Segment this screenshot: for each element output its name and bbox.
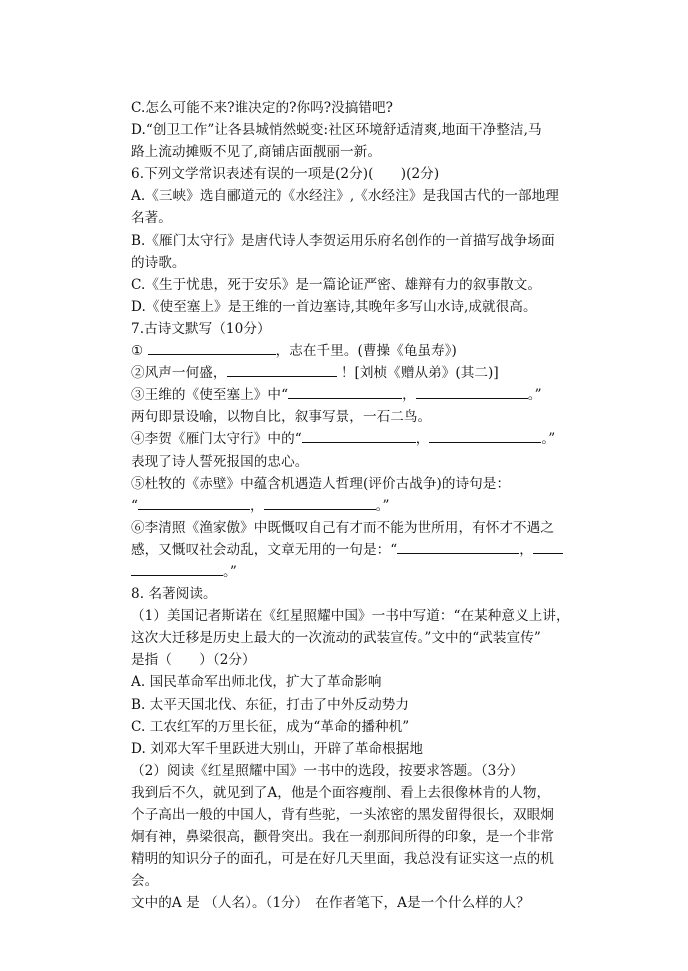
answer-blank[interactable]: [131, 563, 223, 576]
q7-item-2: ②风声一何盛， ！[刘桢《赠从弟》(其二)]: [131, 365, 499, 382]
q7-item-6-continued: 感，又慨叹社会动乱，文章无用的一句是：“ ，: [131, 539, 600, 561]
q7-item-3: ③王维的《使至塞上》中“ ， 。”: [131, 387, 542, 404]
answer-blank[interactable]: [397, 541, 519, 554]
q8-part-2: （2）阅读《红星照耀中国》一书中的选段，按要求答题。（3分）: [131, 762, 524, 779]
option-d-continued: 路上流动摊贩不见了,商铺店面靓丽一新。: [131, 144, 381, 161]
q6-option-a-continued: 名著。: [131, 210, 172, 227]
answer-blank[interactable]: [227, 364, 337, 377]
q7-item-6: ⑥李清照《渔家傲》中既慨叹自己有才而不能为世所用，有怀才不遇之: [131, 519, 554, 536]
passage-line-5: 会。: [131, 873, 159, 890]
passage-line-3: 炯有神，鼻梁很高，颧骨突出。我在一刹那间所得的印象，是一个非常: [131, 829, 554, 846]
q7-item-5-blanks: “ ， 。”: [131, 497, 390, 514]
q7-item-5: ⑤杜牧的《赤壁》中蕴含机遇造人哲理(评价古战争)的诗句是：: [131, 475, 511, 492]
q8-option-c: C. 工农红军的万里长征，成为“革命的播种机”: [131, 718, 410, 735]
option-c-line: C.怎么可能不来?谁决定的?你吗?没搞错吧?: [131, 100, 393, 116]
q7-item-1: ① ，志在千里。(曹操《龟虽寿》): [131, 343, 457, 360]
q8-part-1-continued: 这次大迁移是历史上最大的一次流动的武装宣传。”文中的“武装宣传”: [131, 630, 541, 647]
q8-part-1: （1）美国记者斯诺在《红星照耀中国》一书中写道：“在某种意义上讲，: [131, 608, 570, 625]
question-7-title: 7.古诗文默写（10分）: [131, 320, 271, 337]
q6-option-b: B.《雁门太守行》是唐代诗人李贺运用乐府名创作的一首描写战争场面: [131, 232, 555, 249]
passage-line-2: 个子高出一般的中国人，背有些驼，一头浓密的黑发留得很长，双眼炯: [131, 807, 554, 823]
q8-part-1-prompt: 是指（ ）（2分）: [131, 652, 256, 669]
answer-blank[interactable]: [302, 430, 416, 443]
option-d-line: D.“创卫工作”让各县城悄然蜕变:社区环境舒适清爽,地面干净整洁,马: [131, 122, 542, 139]
q7-item-4-note: 表现了诗人誓死报国的忠心。: [131, 453, 309, 470]
q8-option-a: A. 国民革命军出师北伐，扩大了革命影响: [131, 674, 382, 691]
q8-part-2-question: 文中的A 是 （人名）。（1分） 在作者笔下，A是一个什么样的人？: [131, 895, 530, 912]
q7-item-6-end: 。”: [131, 561, 600, 583]
passage-line-1: 我到后不久，就见到了A，他是个面容瘦削、看上去很像林肯的人物，: [131, 784, 551, 801]
q8-option-b: B. 太平天国北伐、东征，打击了中外反动势力: [131, 696, 410, 713]
question-8-title: 8. 名著阅读。: [131, 586, 217, 603]
q8-option-d: D. 刘邓大军千里跃进大别山，开辟了革命根据地: [131, 740, 424, 757]
answer-blank[interactable]: [148, 342, 276, 355]
q6-option-d: D.《使至塞上》是王维的一首边塞诗,其晚年多写山水诗,成就很高。: [131, 298, 537, 315]
answer-blank[interactable]: [429, 430, 541, 443]
q6-option-b-continued: 的诗歌。: [131, 254, 186, 271]
q6-option-a: A.《三峡》选自郦道元的《水经注》,《水经注》是我国古代的一部地理: [131, 188, 559, 205]
passage-line-4: 精明的知识分子的面孔，可是在好几天里面，我总没有证实这一点的机: [131, 851, 554, 868]
answer-blank[interactable]: [264, 497, 376, 510]
q7-item-4: ④李贺《雁门太守行》中的“ ， 。”: [131, 431, 556, 448]
answer-blank[interactable]: [138, 497, 250, 510]
q6-option-c: C.《生于忧患，死于安乐》是一篇论证严密、雄辩有力的叙事散文。: [131, 276, 542, 293]
question-6-title: 6.下列文学常识表述有误的一项是(2分)( )(2分): [131, 166, 440, 183]
answer-blank[interactable]: [533, 541, 563, 554]
answer-blank[interactable]: [416, 386, 528, 399]
answer-blank[interactable]: [288, 386, 402, 399]
q7-item-3-note: 两句即景设喻，以物自比，叙事写景，一石二鸟。: [131, 409, 432, 426]
